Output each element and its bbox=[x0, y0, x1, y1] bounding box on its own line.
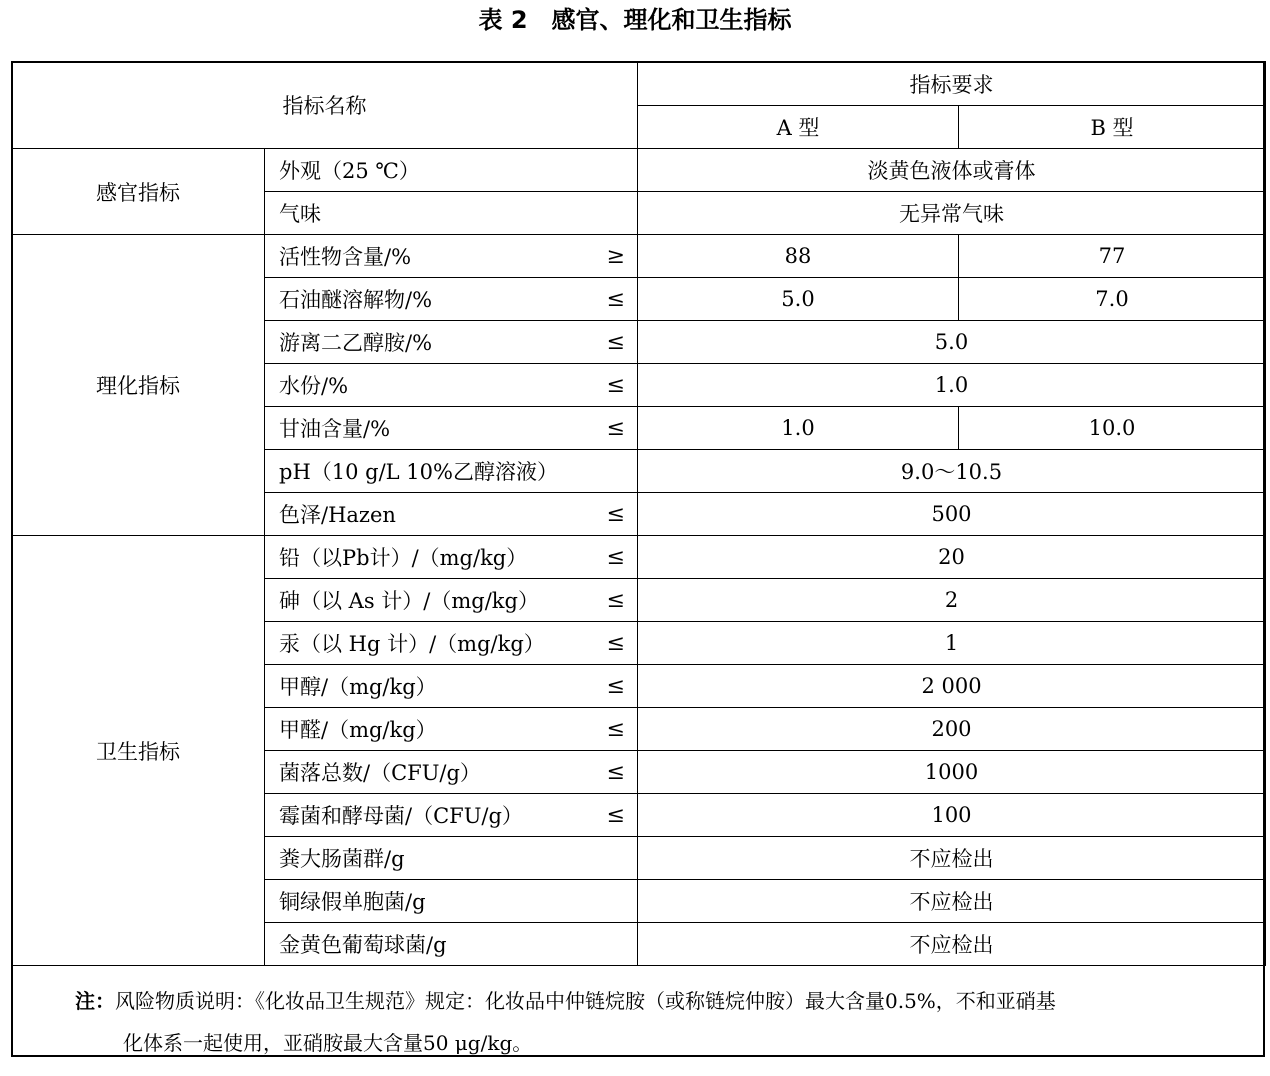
row-name: 菌落总数/（CFU/g） ≤ bbox=[265, 751, 638, 794]
row-value: 1.0 bbox=[638, 364, 1266, 407]
note-line-1: 风险物质说明：《化妆品卫生规范》规定：化妆品中仲链烷胺（或称链烷仲胺）最大含量0.5%，不和亚硝基 bbox=[115, 989, 1056, 1013]
row-value-a: 5.0 bbox=[638, 278, 959, 321]
row-value-b: 7.0 bbox=[959, 278, 1266, 321]
row-name: 砷（以 As 计）/（mg/kg） ≤ bbox=[265, 579, 638, 622]
row-name: 游离二乙醇胺/% ≤ bbox=[265, 321, 638, 364]
row-value: 不应检出 bbox=[638, 837, 1266, 880]
group-physchem: 理化指标 bbox=[12, 235, 265, 536]
row-name: 甘油含量/% ≤ bbox=[265, 407, 638, 450]
row-value: 200 bbox=[638, 708, 1266, 751]
row-name: 甲醛/（mg/kg） ≤ bbox=[265, 708, 638, 751]
row-value: 500 bbox=[638, 493, 1266, 536]
row-name: pH（10 g/L 10%乙醇溶液） bbox=[265, 450, 638, 493]
table-note bbox=[11, 970, 1265, 1057]
row-name: 霉菌和酵母菌/（CFU/g） ≤ bbox=[265, 794, 638, 837]
row-value: 2 bbox=[638, 579, 1266, 622]
row-value: 无异常气味 bbox=[638, 192, 1266, 235]
table-frame bbox=[11, 61, 1265, 1057]
row-name: 甲醇/（mg/kg） ≤ bbox=[265, 665, 638, 708]
row-value: 1000 bbox=[638, 751, 1266, 794]
row-value: 不应检出 bbox=[638, 923, 1266, 966]
row-value: 20 bbox=[638, 536, 1266, 579]
row-name: 石油醚溶解物/% ≤ bbox=[265, 278, 638, 321]
row-value: 100 bbox=[638, 794, 1266, 837]
row-value: 淡黄色液体或膏体 bbox=[638, 149, 1266, 192]
header-name-col: 指标名称 bbox=[12, 62, 638, 149]
row-name: 铜绿假单胞菌/g bbox=[265, 880, 638, 923]
row-value: 1 bbox=[638, 622, 1266, 665]
group-sensory: 感官指标 bbox=[12, 149, 265, 235]
row-name: 铅（以Pb计）/（mg/kg） ≤ bbox=[265, 536, 638, 579]
row-value-a: 88 bbox=[638, 235, 959, 278]
header-type-a: A 型 bbox=[638, 106, 959, 149]
row-value: 9.0～10.5 bbox=[638, 450, 1266, 493]
row-value-a: 1.0 bbox=[638, 407, 959, 450]
header-req-col: 指标要求 bbox=[638, 62, 1266, 106]
group-hygiene: 卫生指标 bbox=[12, 536, 265, 966]
row-value-b: 77 bbox=[959, 235, 1266, 278]
table-title: 表 2 感官、理化和卫生指标 bbox=[478, 6, 792, 34]
row-value: 不应检出 bbox=[638, 880, 1266, 923]
row-name: 外观（25 ℃） bbox=[265, 149, 638, 192]
row-name: 气味 bbox=[265, 192, 638, 235]
note-line-2: 化体系一起使用，亚硝胺最大含量50 μg/kg。 bbox=[123, 1031, 533, 1055]
row-name: 粪大肠菌群/g bbox=[265, 837, 638, 880]
row-name: 水份/% ≤ bbox=[265, 364, 638, 407]
row-name: 活性物含量/% ≥ bbox=[265, 235, 638, 278]
row-value-b: 10.0 bbox=[959, 407, 1266, 450]
row-name: 汞（以 Hg 计）/（mg/kg） ≤ bbox=[265, 622, 638, 665]
note-label: 注： bbox=[75, 989, 115, 1013]
row-value: 5.0 bbox=[638, 321, 1266, 364]
row-value: 2 000 bbox=[638, 665, 1266, 708]
row-name: 色泽/Hazen ≤ bbox=[265, 493, 638, 536]
row-name: 金黄色葡萄球菌/g bbox=[265, 923, 638, 966]
header-type-b: B 型 bbox=[959, 106, 1266, 149]
